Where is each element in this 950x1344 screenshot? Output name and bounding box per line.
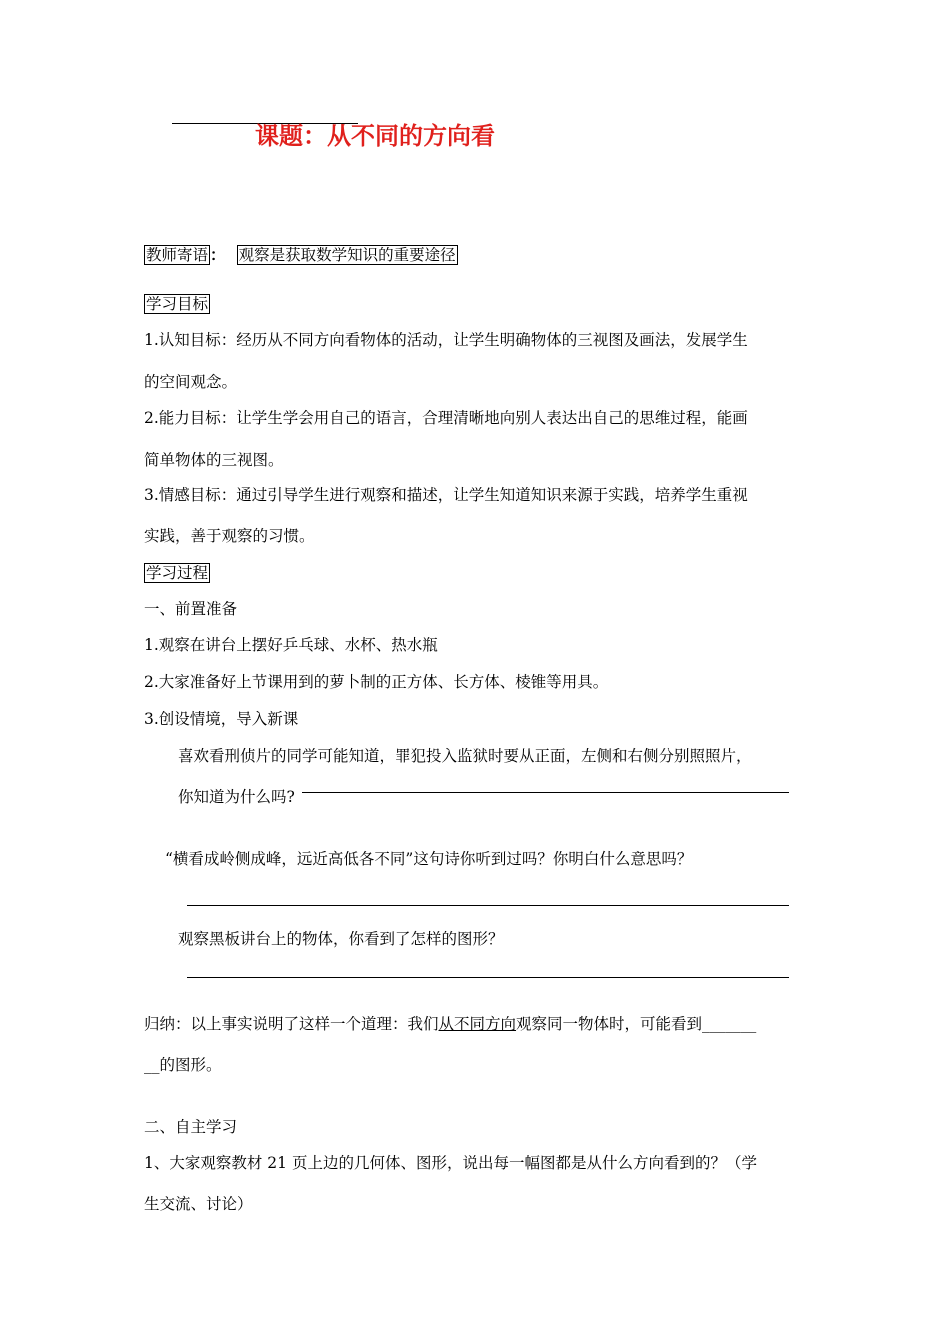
summary-suffix: 观察同一物体时，可能看到_______ — [516, 1015, 757, 1033]
motto-colon: ： — [210, 246, 226, 264]
answer-line-3 — [187, 977, 789, 978]
process-heading: 学习过程 — [146, 564, 209, 582]
summary-line-2: __的图形。 — [144, 1056, 222, 1074]
answer-line-2 — [187, 905, 789, 906]
paragraph-3: 观察黑板讲台上的物体，你看到了怎样的图形？ — [178, 930, 504, 948]
prep-item-2: 2.大家准备好上节课用到的萝卜制的正方体、长方体、棱锥等用具。 — [144, 673, 609, 691]
goal-2-line-2: 简单物体的三视图。 — [144, 451, 284, 469]
prep-item-3: 3.创设情境，导入新课 — [144, 710, 299, 728]
paragraph-1-line-1: 喜欢看刑侦片的同学可能知道，罪犯投入监狱时要从正面，左侧和右侧分别照照片， — [178, 747, 752, 765]
motto-label: 教师寄语 — [146, 246, 209, 264]
paragraph-1-line-2: 你知道为什么吗? — [178, 788, 295, 806]
page-title: 课题：从不同的方向看 — [255, 122, 495, 150]
goal-3-line-2: 实践，善于观察的习惯。 — [144, 527, 315, 545]
teacher-motto — [144, 243, 458, 265]
self-study-1-line-1: 1、大家观察教材 21 页上边的几何体、图形，说出每一幅图都是从什么方向看到的？（学 — [144, 1154, 757, 1172]
summary-underlined: 从不同方向 — [438, 1015, 517, 1033]
summary-line-1 — [144, 1014, 756, 1034]
summary-prefix: 归纳：以上事实说明了这样一个道理：我们 — [144, 1015, 439, 1033]
section-2-heading: 二、自主学习 — [144, 1118, 238, 1136]
section-1-heading: 一、前置准备 — [144, 600, 238, 618]
self-study-1-line-2: 生交流、讨论） — [144, 1195, 253, 1213]
goals-heading: 学习目标 — [146, 295, 209, 313]
goal-3-line-1: 3.情感目标：通过引导学生进行观察和描述，让学生知道知识来源于实践，培养学生重视 — [144, 486, 748, 504]
goal-1-line-1: 1.认知目标：经历从不同方向看物体的活动，让学生明确物体的三视图及画法，发展学生 — [144, 331, 748, 349]
motto-text: 观察是获取数学知识的重要途径 — [238, 246, 456, 264]
goal-1-line-2: 的空间观念。 — [144, 373, 238, 391]
prep-item-1: 1.观察在讲台上摆好乒乓球、水杯、热水瓶 — [144, 636, 438, 654]
paragraph-2: “横看成岭侧成峰，远近高低各不同”这句诗你听到过吗？你明白什么意思吗？ — [165, 850, 693, 868]
goal-2-line-1: 2.能力目标：让学生学会用自己的语言，合理清晰地向别人表达出自己的思维过程，能画 — [144, 409, 748, 427]
process-heading-wrap — [144, 563, 210, 582]
answer-line-1 — [302, 792, 789, 793]
goals-heading-wrap — [144, 294, 210, 313]
